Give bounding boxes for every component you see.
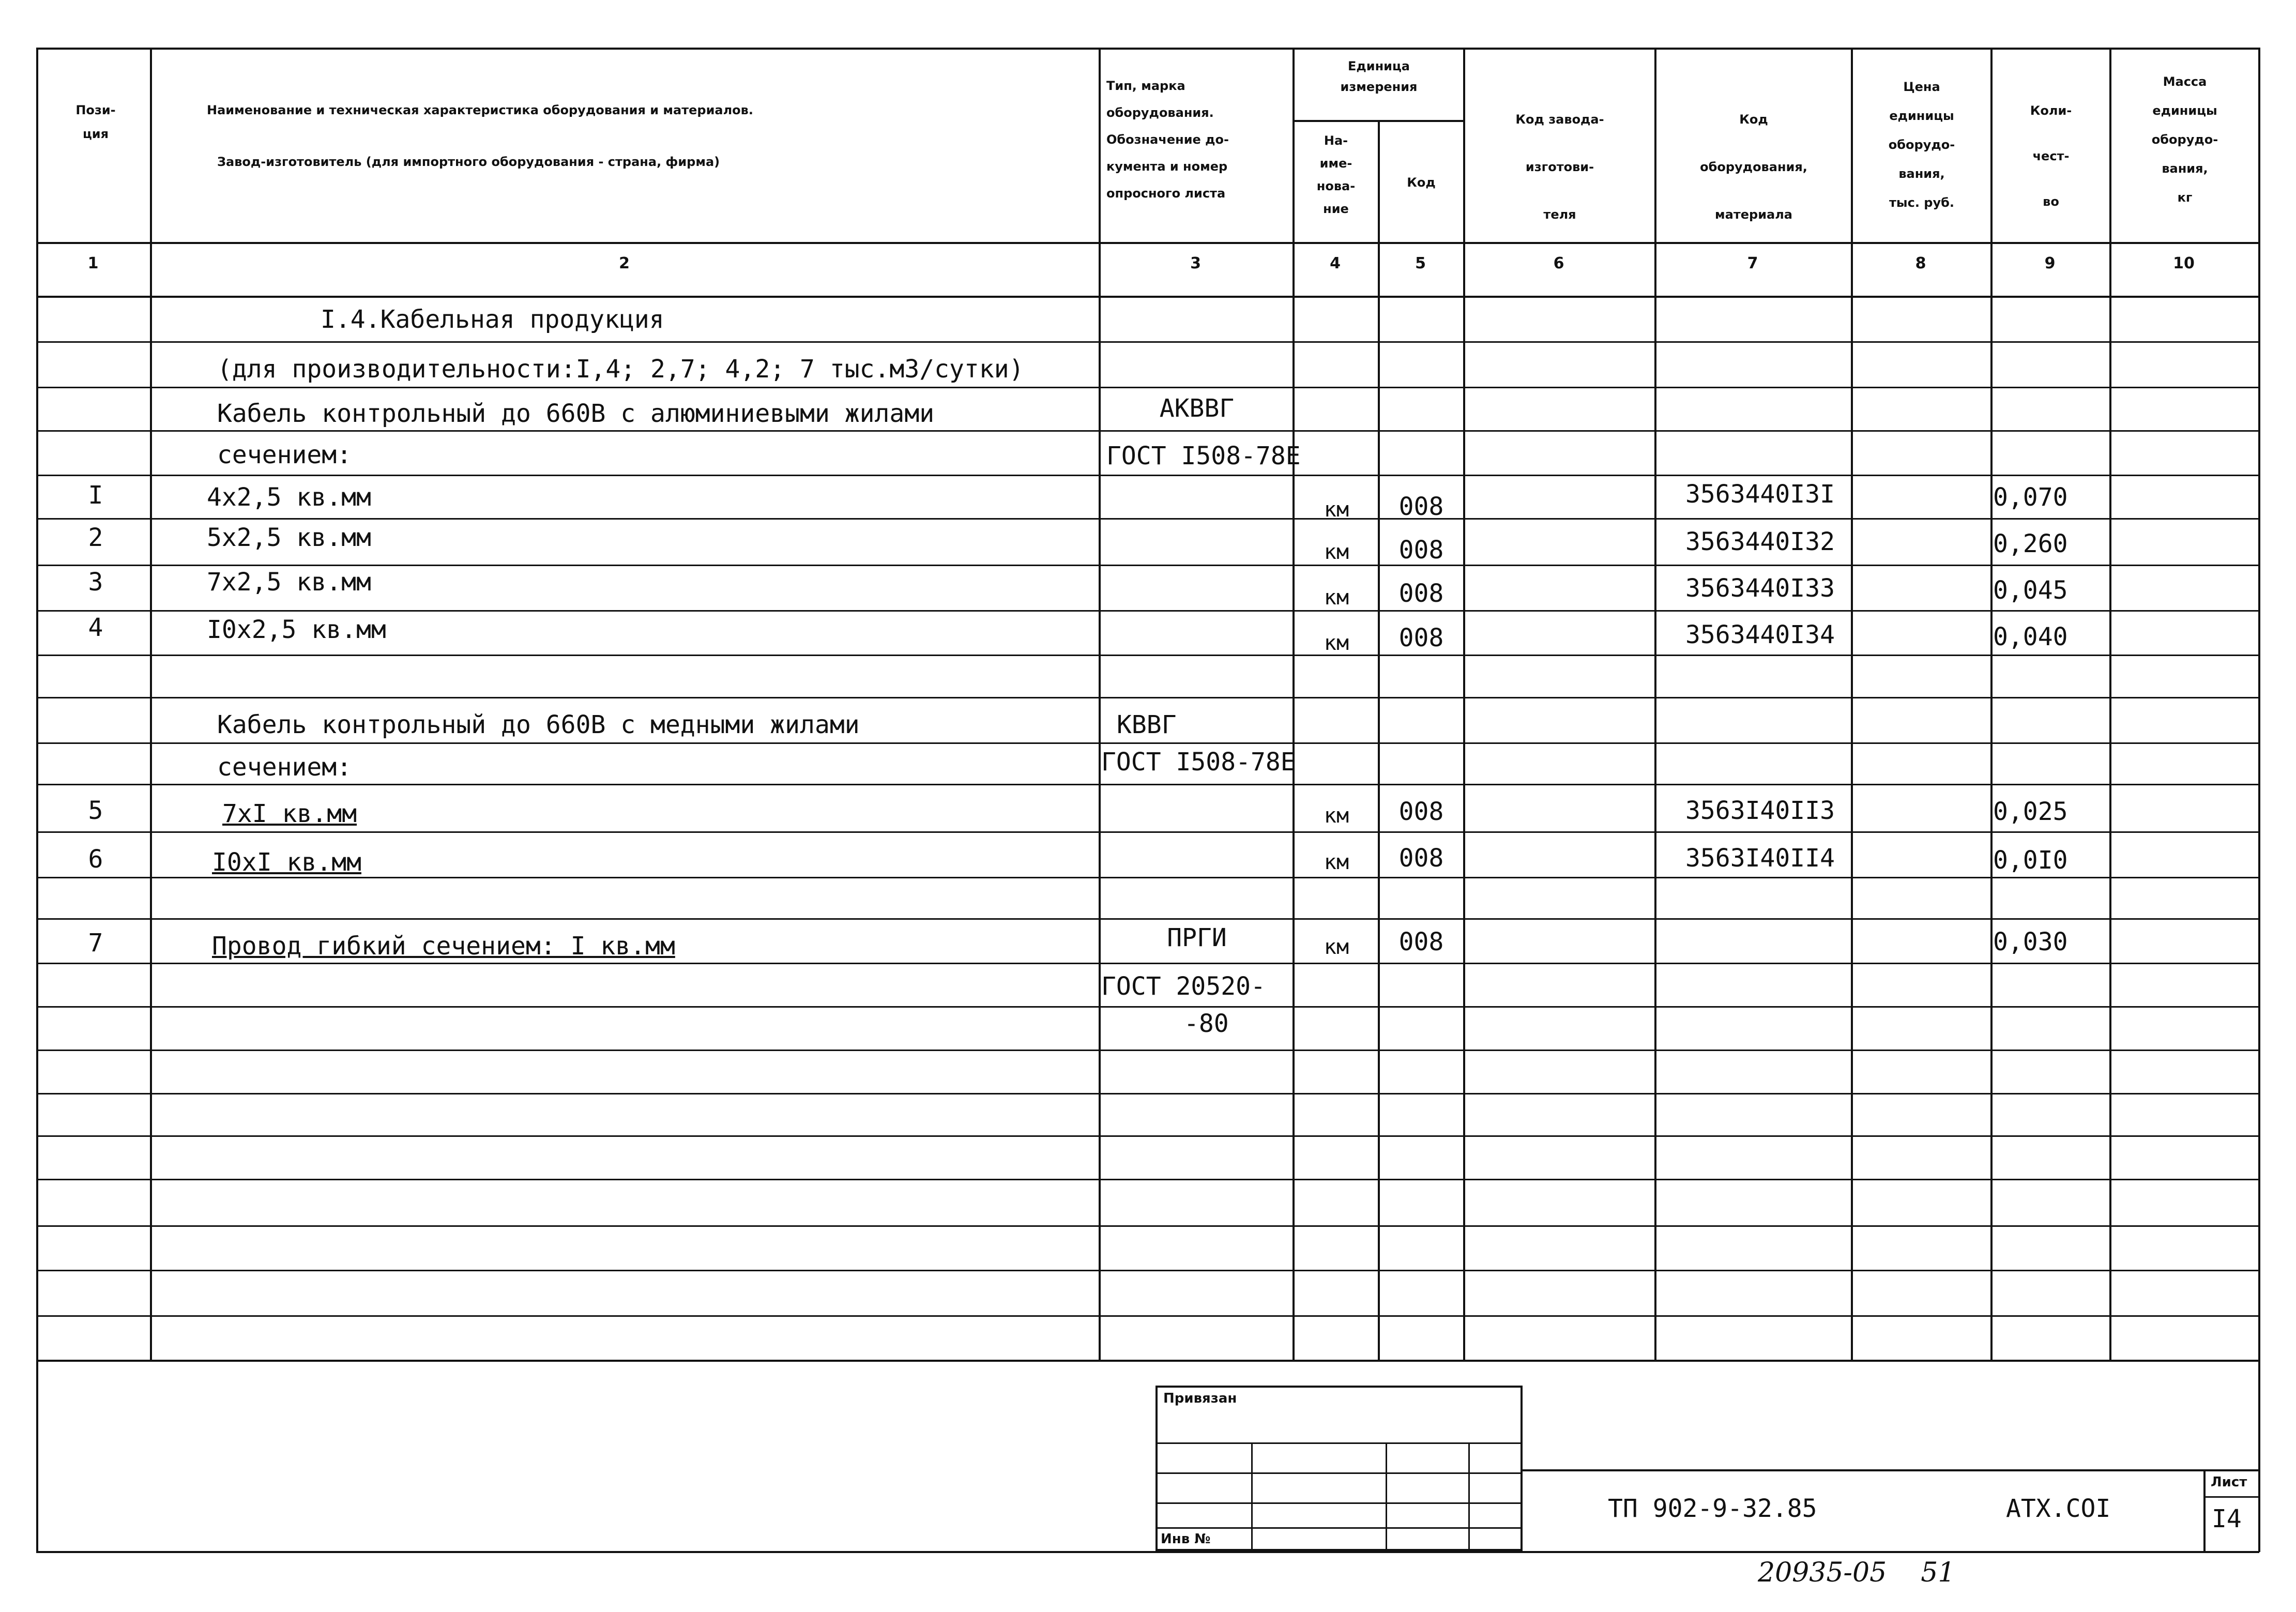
row-unit: км [1324,586,1349,610]
group2-name: Кабель контрольный до 660В с медными жилами [217,710,860,739]
row-unit: км [1324,804,1349,828]
group1-name: Кабель контрольный до 660В с алюминиевыми жилами [217,399,935,428]
group2-type: КВВГ [1117,710,1177,739]
column-number: 2 [619,254,630,272]
row-position: 7 [88,929,103,957]
handwritten-number: 20935-05 51 [1758,1557,1955,1588]
header-unit-name: На- име- нова- ние [1316,133,1356,216]
header-quantity: Коли- чест- во [2030,103,2072,209]
row-code: 3563I40II4 [1685,844,1835,873]
header-unit-group: Единица измерения [1340,59,1418,94]
header-name-line1: Наименование и техническая характеристика оборудования и материалов. [207,103,753,117]
column-number: 10 [2173,254,2195,272]
header-unit-code: Код [1407,175,1436,190]
row-unit: км [1324,498,1349,522]
sheet-number: I4 [2212,1504,2242,1533]
row-position: 5 [88,796,103,825]
column-number: 7 [1747,254,1758,272]
row-quantity: 0,045 [1993,576,2068,605]
row-unit: км [1324,540,1349,564]
section-title: I.4.Кабельная продукция [321,305,664,334]
column-number: 3 [1190,254,1201,272]
group1-type: АКВВГ [1159,394,1235,423]
row-unit-code: 008 [1398,492,1444,521]
row-name: 5x2,5 кв.мм [207,523,371,552]
row-quantity: 0,0I0 [1993,846,2068,875]
row7-type: ПРГИ [1167,923,1227,952]
sheet-code: АТХ.СОI [2006,1494,2111,1523]
row-unit: км [1324,631,1349,655]
row-position: 4 [88,613,103,642]
header-unit-mass: Масса единицы оборудо- вания, кг [2151,74,2218,205]
row-code: 3563440I33 [1685,574,1835,603]
row-name: I0x2,5 кв.мм [207,615,386,644]
row-code: 3563440I32 [1685,527,1835,556]
row-unit: км [1324,850,1349,874]
row-name: I0xI кв.мм [212,848,361,877]
row-unit-code: 008 [1398,797,1444,826]
row-code: 3563I40II3 [1685,796,1835,825]
row-quantity: 0,070 [1993,483,2068,512]
row-position: 6 [88,845,103,874]
column-number: 1 [87,254,99,272]
column-number: 5 [1415,254,1426,272]
group2-name-cont: сечением: [217,753,352,782]
section-subtitle: (для производительности:I,4; 2,7; 4,2; 7 тыс.м3/сутки) [217,355,1024,384]
header-unit-price: Цена единицы оборудо- вания, тыс. руб. [1888,80,1955,210]
row-quantity: 0,040 [1993,622,2068,651]
row-quantity: 0,260 [1993,529,2068,558]
row-code: 3563440I34 [1685,620,1835,649]
group1-name-cont: сечением: [217,440,352,469]
row-unit-code: 008 [1398,844,1444,873]
header-type: Тип, марка оборудования. Обозначение до- кумента и номер опросного листа [1106,79,1229,201]
row-unit: км [1324,935,1349,959]
row-unit-code: 008 [1398,623,1444,652]
row-name: 4x2,5 кв.мм [207,483,371,512]
row-unit-code: 008 [1398,536,1444,565]
row-position: 3 [88,568,103,597]
row-name: Провод гибкий сечением: I кв.мм [212,932,675,961]
row-position: 2 [88,523,103,552]
row-quantity: 0,025 [1993,797,2068,826]
row-unit-code: 008 [1398,579,1444,608]
header-position: Пози- ция [75,103,116,141]
group1-doc: ГОСТ I508-78Е [1106,442,1301,470]
row-name: 7xI кв.мм [222,799,357,828]
column-number: 6 [1553,254,1564,272]
column-number: 9 [2044,254,2056,272]
row-code: 3563440I3I [1685,480,1835,509]
document-code: ТП 902-9-32.85 [1608,1494,1817,1523]
group2-doc: ГОСТ I508-78Е [1101,748,1296,777]
row-name: 7x2,5 кв.мм [207,568,371,597]
row-unit-code: 008 [1398,927,1444,956]
stamp-privyazan-label: Привязан [1163,1391,1237,1406]
stamp-inventory-label: Инв № [1161,1531,1211,1547]
row-quantity: 0,030 [1993,927,2068,956]
approval-stamp [1155,1386,1523,1551]
row-position: I [88,481,103,510]
header-equipment-code: Код оборудования, материала [1700,112,1807,222]
column-number: 8 [1915,254,1926,272]
row7-doc-cont: -80 [1184,1009,1229,1038]
row7-doc: ГОСТ 20520- [1101,972,1266,1001]
column-number: 4 [1330,254,1341,272]
sheet-label: Лист [2211,1474,2247,1490]
header-manufacturer-code: Код завода- изготови- теля [1515,112,1604,222]
header-name-line2: Завод-изготовитель (для импортного оборудования - страна, фирма) [217,155,720,169]
